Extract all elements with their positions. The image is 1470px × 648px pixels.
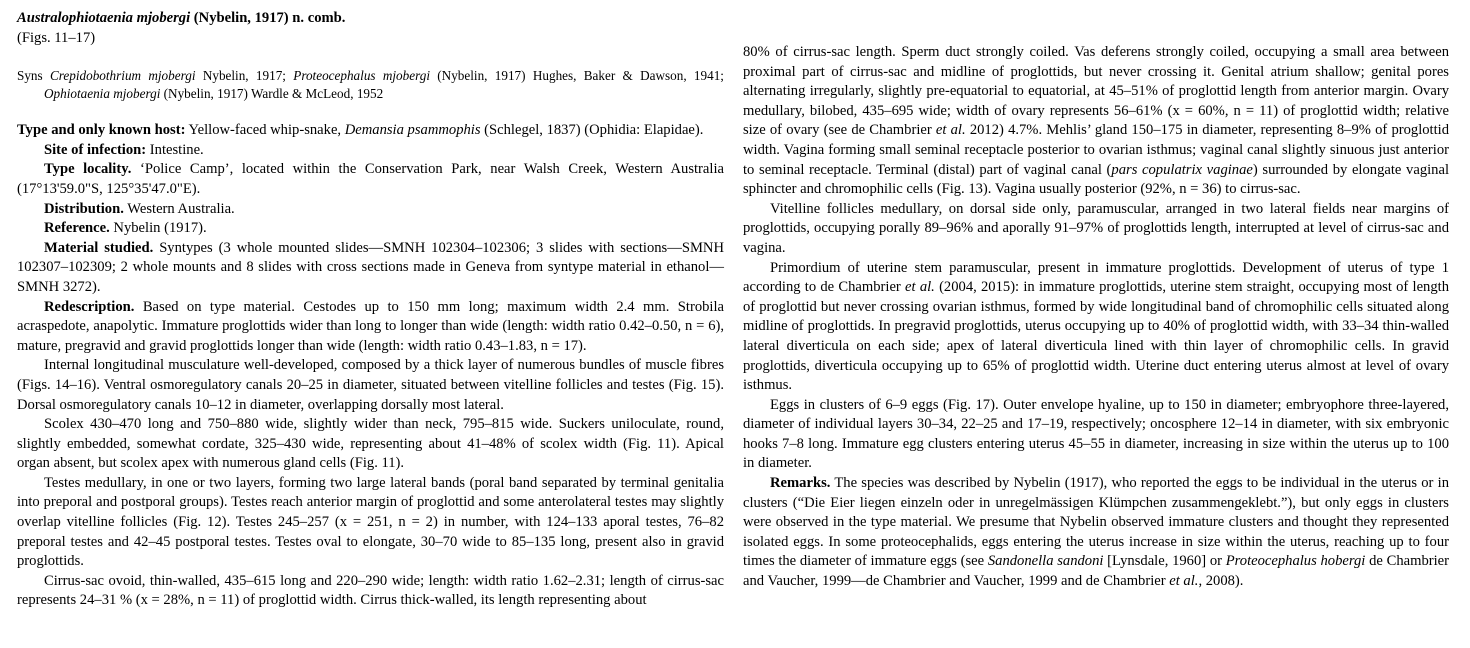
locality-paragraph: Type locality. ‘Police Camp’, located within the Conservation Park, near Walsh Creek, Western Australia (17°13'59.0"S, 125°35'47.0"E). — [17, 161, 724, 197]
remarks-label: Remarks. — [770, 475, 831, 492]
locality-label: Type locality. — [44, 161, 132, 178]
reference-paragraph: Reference. Nybelin (1917). — [44, 220, 207, 237]
synonyms: Syns Crepidobothrium mjobergi Nybelin, 1917; Proteocephalus mjobergi (Nybelin, 1917) Hughes, Baker & Dawson, 1941; Ophiotaenia mjobergi (Nybelin, 1917) Wardle & McLeod, 1952 — [17, 68, 724, 102]
remarks-paragraph: Remarks. The species was described by Nybelin (1917), who reported the eggs to be individual in the uterus or in clusters (“Die Eier liegen einzeln oder in unregelmässigen Klümpchen zusammengeklebt.”), but only eggs in clusters were observed in the type material. We presume that Nybelin observed immature clusters and thought they represented isolated eggs. In some proteocephalids, eggs entering the uterus increase in size within the uterus, reaching up to four times the diameter of immature eggs (see Sandonella sandoni [Lynsdale, 1960] or Proteocephalus hobergi de Chambrier and Vaucher, 1999—de Chambrier and Vaucher, 1999 and de Chambrier et al., 2008). — [743, 475, 1449, 590]
site-paragraph: Site of infection: Intestine. — [44, 141, 204, 158]
left-column — [17, 9, 724, 611]
title-authority: (Nybelin, 1917) n. comb. — [190, 10, 346, 26]
species-title — [17, 9, 724, 29]
reference-label: Reference. — [44, 220, 110, 237]
host-species: Demansia psammophis — [344, 122, 481, 139]
distribution-label: Distribution. — [44, 200, 124, 217]
right-column — [743, 43, 1449, 592]
material-paragraph: Material studied. Syntypes (3 whole mounted slides—SMNH 102304–102306; 3 slides with sections—SMNH 102307–102309; 2 whole mounts and 8 slides with cross sections made in Geneva from syntype material in ethanol—SMNH 3272). — [17, 239, 725, 295]
cirrus-paragraph: Cirrus-sac ovoid, thin-walled, 435–615 long and 220–290 wide; length: width ratio 1.62–2.31; length of cirrus-sac represents 24–31 % (x = 28%, n = 11) of proglottid width. Cirrus thick-walled, its length representing about — [17, 572, 724, 609]
vitelline-paragraph: Vitelline follicles medullary, on dorsal side only, paramuscular, arranged in two lateral fields near margins of proglottids, occupying porally 89–96% and aporally 91–97% of proglottids length, interrupted at level of cirrus-sac and vagina. — [743, 200, 1449, 256]
synonym-name: Crepidobothrium mjobergi — [49, 68, 196, 84]
species-name: Proteocephalus hobergi — [1225, 553, 1366, 570]
synonym-name: Ophiotaenia mjobergi — [44, 86, 161, 102]
scolex-paragraph: Scolex 430–470 long and 750–880 wide, slightly wider than neck, 795–815 wide. Suckers uniloculate, round, slightly embedded, somewhat cordate, 325–430 wide, representing about 41–48% of scolex width (Fig. 11). Apical organ absent, but scolex apex with numerous gland cells (Fig. 11). — [17, 416, 724, 472]
site-label: Site of infection: — [44, 141, 147, 158]
species-name: Sandonella sandoni — [987, 553, 1104, 570]
musculature-paragraph: Internal longitudinal musculature well-developed, composed by a thick layer of numerous bundles of muscle fibres (Figs. 14–16). Ventral osmoregulatory canals 20–25 in diameter, situated between vitelline follicles and testes (Fig. 15). Dorsal osmoregulatory canals 10–12 in diameter, overlapping dorsally most lateral. — [17, 357, 724, 413]
eggs-paragraph: Eggs in clusters of 6–9 eggs (Fig. 17). Outer envelope hyaline, up to 150 in diameter; embryophore three-layered, diameter of individual layers 30–34, 22–25 and 17–19, respectively; oncosphere 12–14 in diameter, with six embryonic hooks 7–8 long. Immature egg clusters entering uterus 45–55 in diameter, increasing in size within the uterus up to 100 in diameter. — [743, 396, 1449, 472]
redescription-paragraph: Redescription. Based on type material. Cestodes up to 150 mm long; maximum width 2.4 mm. Strobila acraspedote, anapolytic. Immature proglottids wider than long to longer than wide (length: width ratio 0.42–0.50, n = 6), mature, pregravid and gravid proglottids longer than wide (length: width ratio 0.43–1.83, n = 17). — [17, 298, 724, 354]
synonym-name: Proteocephalus mjobergi — [293, 68, 430, 84]
cirrus-continuation-paragraph: 80% of cirrus-sac length. Sperm duct strongly coiled. Vas deferens strongly coiled, occupying a small area between proximal part of cirrus-sac and midline of proglottids, but never crossing it. Genital atrium shallow; genital pores alternating irregularly, slightly pre-equatorial to equatorial, at 45–51% of proglottid length from anterior margin. Ovary medullary, bilobed, 435–695 wide; width of ovary represents 56–61% (x = 60%, n = 11) of proglottid width; relative size of ovary (see de Chambrier et al. 2012) 4.7%. Mehlis’ gland 150–175 in diameter, representing 8–9% of proglottid width. Vagina forming small seminal receptacle posterior to ovarian isthmus; vaginal canal slightly sinuous just anterior to seminal receptacle. Terminal (distal) part of vaginal canal (pars copulatrix vaginae) surrounded by elongate vaginal sphincter and chromophilic cells (Fig. 13). Vagina usually posterior (92%, n = 36) to cirrus-sac. — [743, 44, 1450, 198]
testes-paragraph: Testes medullary, in one or two layers, forming two large lateral bands (poral band separated by terminal genitalia into preporal and postporal groups). Testes reach anterior margin of proglottid and some anterolateral testes may slightly overlap vitelline follicles (Fig. 12). Testes 245–257 (x = 251, n = 2) in number, with 124–133 aporal testes, 76–82 preporal testes and 42–45 postporal testes. Testes oval to elongate, 30–70 wide to 85–135 long, present also in gravid proglottids. — [17, 474, 724, 570]
distribution-paragraph: Distribution. Western Australia. — [44, 200, 235, 217]
redescription-label: Redescription. — [44, 298, 135, 315]
host-paragraph: Type and only known host: Yellow-faced whip-snake, Demansia psammophis (Schlegel, 1837) (Ophidia: Elapidae). — [17, 122, 704, 139]
figure-reference: (Figs. 11–17) — [17, 29, 96, 46]
uterus-paragraph: Primordium of uterine stem paramuscular, present in immature proglottids. Development of uterus of type 1 according to de Chambrier et al. (2004, 2015): in immature proglottids, uterine stem straight, occupying most of length of proglottid but never crossing ovarian isthmus, formed by wide longitudinal band of chromophilic cells situated along midline of proglottids. In pregravid proglottids, uterus occupying up to 40% of proglottid width, with 33–34 thin-walled lateral diverticula on each side; apex of lateral diverticula lined with thin layer of chromophilic cells. In gravid proglottids, diverticula occupying up to 65% of proglottid width. Uterine duct entering uterus almost at level of ovary isthmus. — [743, 259, 1449, 394]
host-label: Type and only known host: — [17, 122, 186, 139]
title-genus: Australophiotaenia mjobergi — [17, 10, 191, 26]
pars-copulatrix-term: pars copulatrix vaginae — [1111, 161, 1253, 178]
material-label: Material studied. — [44, 239, 154, 256]
